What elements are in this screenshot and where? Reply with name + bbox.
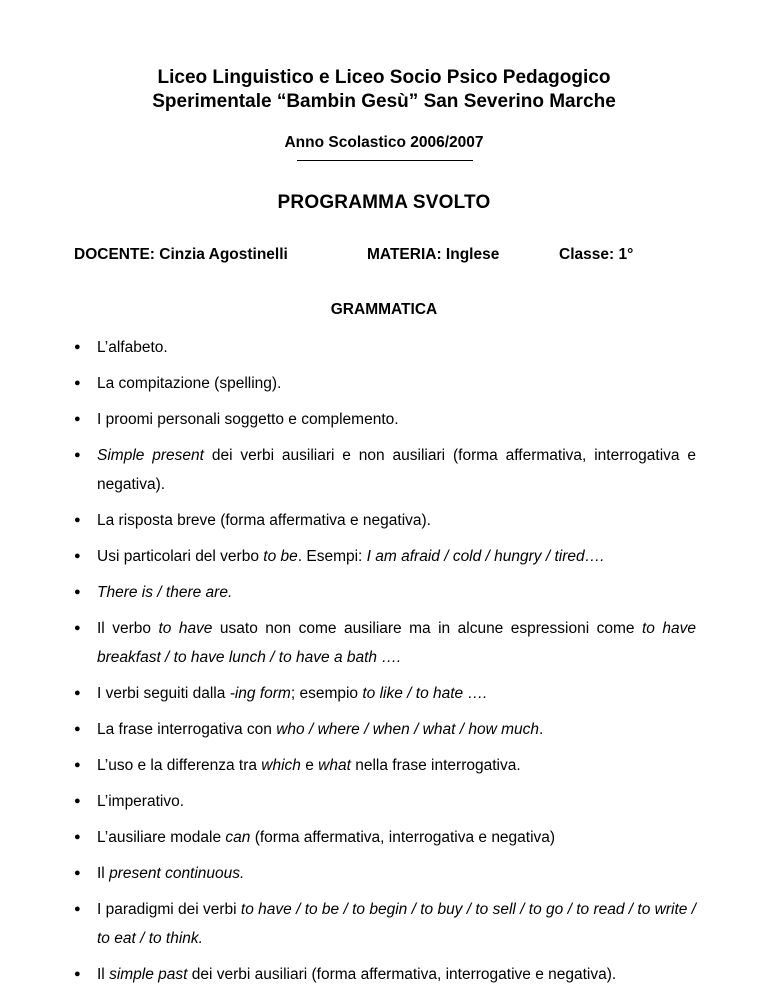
item-text: nella frase interrogativa. [350, 757, 521, 774]
bullet-icon: ● [74, 586, 81, 598]
bullet-icon: ● [74, 968, 81, 980]
item-text: La risposta breve (forma affermativa e negativa). [97, 512, 431, 529]
italic-term: I am afraid / cold / hungry / tired…. [366, 548, 605, 565]
list-item [74, 578, 696, 607]
bullet-icon: ● [74, 550, 81, 562]
item-text: I paradigmi dei verbi [97, 901, 241, 918]
item-text: La compitazione (spelling). [97, 375, 282, 392]
item-text: L’imperativo. [97, 793, 185, 810]
list-item [74, 715, 696, 744]
item-text: dei verbi ausiliari (forma affermativa, interrogative e negativa). [187, 966, 617, 983]
italic-term: simple past [109, 966, 188, 983]
italic-term: to have [158, 620, 213, 637]
item-text: e [300, 757, 319, 774]
list-item [74, 405, 696, 434]
list-item [74, 369, 696, 398]
list-item [74, 751, 696, 780]
list-item [74, 333, 696, 362]
item-text: ; esempio [290, 685, 363, 702]
divider-line [297, 160, 473, 161]
item-text: (forma affermativa, interrogativa e negativa) [250, 829, 556, 846]
list-item [74, 542, 696, 571]
list-item [74, 506, 696, 535]
school-header [0, 66, 768, 114]
italic-term: to have breakfast / to have lunch / to have a bath …. [97, 620, 696, 666]
bullet-icon: ● [74, 723, 81, 735]
italic-term: what [318, 757, 351, 774]
italic-term: to like / to hate …. [362, 685, 488, 702]
bullet-icon: ● [74, 449, 81, 461]
school-name-line-1: Liceo Linguistico e Liceo Socio Psico Pedagogico [157, 67, 611, 88]
list-item [74, 787, 696, 816]
italic-term: which [261, 757, 301, 774]
list-item [74, 614, 696, 672]
bullet-icon: ● [74, 413, 81, 425]
bullet-icon: ● [74, 759, 81, 771]
item-text: La frase interrogativa con [97, 721, 277, 738]
italic-term: to have / to be / to begin / to buy / to sell / to go / to read / to write / to eat / to think. [97, 901, 696, 947]
item-text: Il [97, 865, 110, 882]
item-text: L’ausiliare modale [97, 829, 226, 846]
italic-term: who / where / when / what / how much [276, 721, 539, 738]
item-text: . Esempi: [297, 548, 367, 565]
italic-term: can [225, 829, 251, 846]
document-title: PROGRAMMA SVOLTO [277, 192, 491, 213]
bullet-icon: ● [74, 795, 81, 807]
bullet-icon: ● [74, 867, 81, 879]
list-item [74, 960, 696, 989]
item-text: Il [97, 966, 110, 983]
bullet-icon: ● [74, 377, 81, 389]
item-text: dei verbi ausiliari e non ausiliari (forma affermativa, interrogativa e negativa). [97, 447, 697, 493]
bullet-icon: ● [74, 687, 81, 699]
item-text: Usi particolari del verbo [97, 548, 264, 565]
bullet-icon: ● [74, 831, 81, 843]
list-item [74, 441, 696, 499]
school-year: Anno Scolastico 2006/2007 [284, 134, 484, 151]
school-name-line-2: Sperimentale “Bambin Gesù” San Severino Marche [152, 91, 616, 112]
item-text: L’alfabeto. [97, 339, 168, 356]
item-text: I verbi seguiti dalla [97, 685, 230, 702]
list-item [74, 859, 696, 888]
subject-label: MATERIA: Inglese [367, 246, 500, 263]
italic-term: -ing form [229, 685, 291, 702]
section-title: GRAMMATICA [330, 301, 438, 318]
teacher-label: DOCENTE: Cinzia Agostinelli [74, 246, 288, 263]
item-text: I proomi personali soggetto e complemento. [97, 411, 399, 428]
item-text: usato non come ausiliare ma in alcune espressioni come [212, 620, 642, 637]
item-text: Il verbo [97, 620, 159, 637]
list-item [74, 679, 696, 708]
italic-term: to be [263, 548, 298, 565]
bullet-icon: ● [74, 341, 81, 353]
italic-term: Simple present [97, 447, 204, 464]
bullet-icon: ● [74, 514, 81, 526]
item-text: L’uso e la differenza tra [97, 757, 262, 774]
grammar-topic-list [74, 333, 696, 996]
list-item [74, 823, 696, 852]
item-text: . [539, 721, 544, 738]
class-label: Classe: 1° [559, 246, 634, 263]
list-item [74, 895, 696, 953]
italic-term: present continuous. [109, 865, 245, 882]
bullet-icon: ● [74, 622, 81, 634]
italic-term: There is / there are. [97, 584, 233, 601]
bullet-icon: ● [74, 903, 81, 915]
